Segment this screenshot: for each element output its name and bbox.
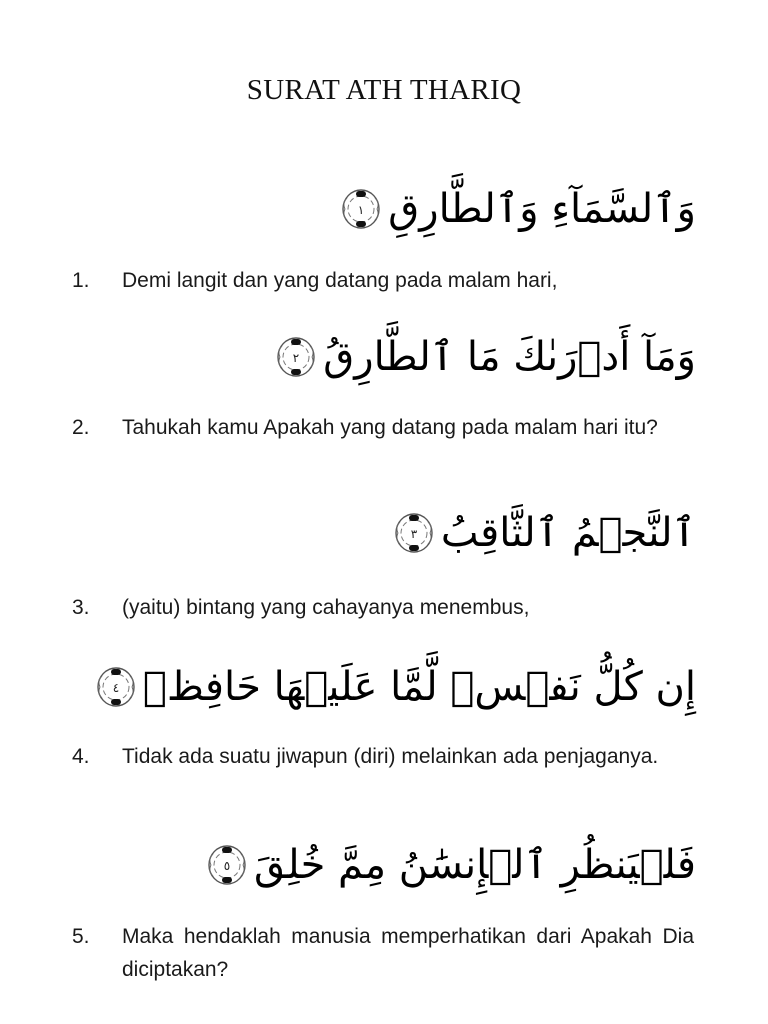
translation-verse-1 xyxy=(72,264,694,297)
arabic-text: فَلۡيَنظُرِ ٱلۡإِنسَٰنُ مِمَّ خُلِقَ xyxy=(254,842,696,888)
svg-text:١: ١ xyxy=(358,203,365,217)
svg-text:٤: ٤ xyxy=(112,681,120,695)
ayah-end-marker-icon xyxy=(95,664,137,710)
arabic-verse-2 xyxy=(275,334,696,380)
translation-text: Demi langit dan yang datang pada malam hari, xyxy=(122,269,558,292)
arabic-verse-1 xyxy=(340,186,696,232)
translation-verse-5 xyxy=(72,920,694,986)
ayah-end-marker-icon xyxy=(206,842,248,888)
verse-number: 3. xyxy=(72,596,90,619)
verse-number: 4. xyxy=(72,745,90,768)
arabic-verse-3 xyxy=(393,510,696,556)
ayah-end-marker-icon xyxy=(340,186,382,232)
translation-text: Maka hendaklah manusia memperhatikan dari Apakah Dia diciptakan? xyxy=(122,925,694,981)
surah-title: SURAT ATH THARIQ xyxy=(246,74,522,106)
verse-number: 2. xyxy=(72,416,90,439)
translation-text: Tidak ada suatu jiwapun (diri) melainkan ada penjaganya. xyxy=(122,745,659,768)
arabic-text: ٱلنَّجۡمُ ٱلثَّاقِبُ xyxy=(440,510,696,556)
translation-verse-2 xyxy=(72,411,694,444)
arabic-verse-4 xyxy=(95,664,696,710)
arabic-text: إِن كُلُّ نَفۡسٖ لَّمَّا عَلَيۡهَا حَافِظٞ xyxy=(142,664,696,710)
ayah-end-marker-icon xyxy=(275,334,317,380)
svg-text:٣: ٣ xyxy=(410,527,418,541)
translation-text: Tahukah kamu Apakah yang datang pada malam hari itu? xyxy=(122,416,658,439)
ayah-end-marker-icon xyxy=(393,510,435,556)
svg-text:٥: ٥ xyxy=(223,859,231,873)
arabic-text: وَمَآ أَدۡرَىٰكَ مَا ٱلطَّارِقُ xyxy=(323,334,696,380)
translation-verse-4 xyxy=(72,740,694,773)
verse-number: 1. xyxy=(72,269,90,292)
arabic-verse-5 xyxy=(206,842,696,888)
svg-text:٢: ٢ xyxy=(293,351,300,365)
translation-text: (yaitu) bintang yang cahayanya menembus, xyxy=(122,596,530,619)
arabic-text: وَٱلسَّمَآءِ وَٱلطَّارِقِ xyxy=(388,186,696,232)
translation-verse-3 xyxy=(72,591,694,624)
verse-number: 5. xyxy=(72,925,90,948)
